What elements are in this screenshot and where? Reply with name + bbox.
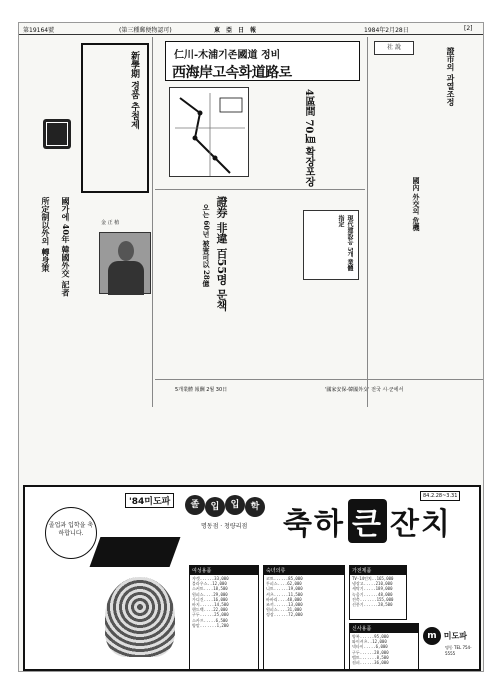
- strip-text-1: 5개業體 報酬 2월 30日: [175, 387, 228, 393]
- essay-title: 證市의 과열조정: [446, 47, 456, 106]
- left-body-text: [25, 302, 149, 402]
- ad-branch: 명동점 · 청량리점: [201, 523, 248, 530]
- congrats-circle: 졸업과 입학을 축하합니다.: [45, 507, 97, 559]
- big-title-1: 축하: [283, 507, 345, 542]
- ad-brand: [423, 627, 467, 645]
- price-table-3: [349, 565, 407, 620]
- route-map: [169, 87, 249, 177]
- big-title-2: 잔치: [389, 507, 452, 542]
- table-title: 가전제품: [350, 566, 406, 575]
- postal-note: (第三種郵便物認可): [119, 27, 172, 34]
- issue-date: 1984年2月28日: [364, 27, 409, 34]
- essay-2-title: 國內 外交의 危機: [412, 177, 421, 231]
- left-headline-1: 國가에 40年 韓國外交 記者: [61, 197, 71, 297]
- ad-period-tag: 84.2.28~3.31: [420, 491, 460, 501]
- table-rows: 양복......95,000 와이셔츠..12,000 넥타이.....6,000 구두......28,000 벨트.......8,500 점퍼......36,000: [352, 634, 389, 666]
- headline-2: 證券 非違 百55명 문책: [215, 196, 228, 311]
- department-store-ad: [23, 485, 481, 671]
- notice-text: 現代建設등 5개 業體 指定: [337, 215, 353, 272]
- author-name: 金 正 植: [101, 220, 120, 226]
- issue-number: 第19164號: [23, 27, 55, 34]
- newspaper-page: [18, 22, 484, 672]
- strip-text-2: '國家安保-韓國外交' 전국 시·군에서: [325, 387, 404, 393]
- right-column: [367, 37, 483, 407]
- badge-char-4: 학: [245, 497, 265, 517]
- ad-big-title: [283, 499, 452, 543]
- author-photo: [99, 232, 151, 294]
- column-title: 社 說: [374, 41, 414, 55]
- notice-box: [303, 210, 359, 280]
- table-rows: 쟈켓......33,000 블라우스..12,000 스커트....18,500 원피스....29,000 가디건....16,000 바지......14,500 핸드백....22,000 구두......25,000 스카프.....6,500 양말.......1,200: [192, 576, 229, 628]
- center-top-article: [155, 37, 365, 187]
- badge-char-2: 입: [205, 497, 225, 517]
- brand-name: 미도파: [443, 631, 467, 641]
- price-table-4: [349, 623, 419, 670]
- price-table-2: [263, 565, 345, 670]
- ad-logo: '84미도파: [125, 493, 174, 508]
- graduation-illustration: [85, 537, 185, 667]
- page-number: [2]: [464, 25, 473, 32]
- bouquet-icon: [105, 577, 175, 657]
- left-column: [21, 37, 153, 407]
- ad-address: 명동 TEL 754-5555: [445, 645, 472, 656]
- big-title-box: 큰: [348, 499, 387, 543]
- badge-char-3: 입: [225, 495, 245, 515]
- table-title: 신사용품: [350, 624, 418, 633]
- table-rows: TV-14인치..165,000 냉장고.....210,000 세탁기.....189,000 녹음기......48,000 전축.......155,000 선풍기......28,500: [352, 576, 394, 608]
- headline-2-sub: 오는 60년 被害可以 28億: [202, 204, 211, 287]
- graduation-cap-icon: [90, 537, 181, 567]
- editorial-stamp: [43, 119, 71, 149]
- headline-top: 仁川-木浦기존國道 정비: [174, 50, 281, 61]
- sub-headline: 4區間 70㎞ 확장포장: [303, 89, 314, 187]
- kicker-text: 新學期 경품 추첨제: [129, 51, 139, 130]
- main-headline-box: [165, 41, 360, 81]
- newspaper-name: 東亞日報: [214, 27, 263, 34]
- price-table-1: [189, 565, 259, 670]
- center-middle-article: [155, 189, 365, 379]
- left-headline-2: 所定制以外의 轉身策: [41, 197, 51, 272]
- table-title: 숙녀의류: [264, 566, 344, 575]
- table-rows: 코트......85,000 투피스....62,000 니트......19,000 셔츠......11,500 바바리....48,000 조끼......13,000 원피스....31,000 정장......72,000: [266, 576, 303, 618]
- masthead: [19, 23, 484, 35]
- brand-logo-icon: m: [423, 627, 441, 645]
- headline-main: 西海岸고속화道路로: [172, 65, 292, 81]
- table-title: 여성용품: [190, 566, 258, 575]
- kicker-box: [81, 43, 149, 193]
- ad-badge: [185, 495, 265, 517]
- badge-char-1: 졸: [185, 495, 205, 515]
